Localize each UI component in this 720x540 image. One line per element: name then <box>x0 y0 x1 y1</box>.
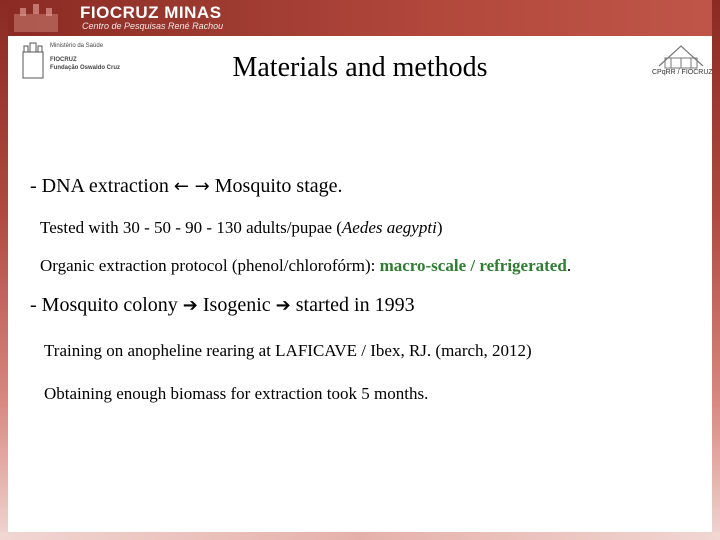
sub-text: . <box>566 256 572 275</box>
ministry-line2: FIOCRUZ <box>50 57 77 63</box>
sub-tested-with <box>40 218 442 238</box>
bottom-border <box>0 532 720 540</box>
right-logo-text: CPqRR / FIOCRUZ <box>652 69 713 76</box>
species-name: Aedes aegypti <box>341 218 437 237</box>
sub-training: Training on anopheline rearing at LAFICAVE / Ibex, RJ. (march, 2012) <box>44 341 532 360</box>
bullet-dna-extraction <box>30 175 343 198</box>
slide-title: Materials and methods <box>232 52 488 83</box>
banner-title: FIOCRUZ MINAS <box>80 3 222 22</box>
bullet-text: - DNA extraction <box>30 175 174 197</box>
sub-text: ) <box>436 218 443 237</box>
ministry-line1: Ministério da Saúde <box>50 43 104 49</box>
ministry-line3: Fundação Oswaldo Cruz <box>50 65 121 71</box>
bullet-text: Isogenic <box>197 294 276 316</box>
right-arrow-icon: ➔ <box>275 295 291 316</box>
sub-text: Organic extraction protocol (phenol/chlorofórm): <box>40 256 380 275</box>
highlight-text: macro-scale / refrigerated <box>379 256 567 275</box>
bullet-text: Mosquito stage. <box>209 175 343 197</box>
bullet-text: started in 1993 <box>290 294 415 316</box>
sub-text: Tested with 30 - 50 - 90 - 130 adults/pupae ( <box>40 218 342 237</box>
bullet-mosquito-colony <box>30 294 415 317</box>
right-arrow-icon: ➔ <box>182 295 198 316</box>
bullet-text: - Mosquito colony <box>30 294 183 316</box>
sub-biomass: Obtaining enough biomass for extraction took 5 months. <box>44 384 429 403</box>
double-arrow-icon: ← → <box>173 176 210 197</box>
fiocruz-building-icon <box>6 2 66 34</box>
banner-subtitle: Centro de Pesquisas René Rachou <box>82 21 224 31</box>
sub-organic-extraction <box>40 256 571 276</box>
